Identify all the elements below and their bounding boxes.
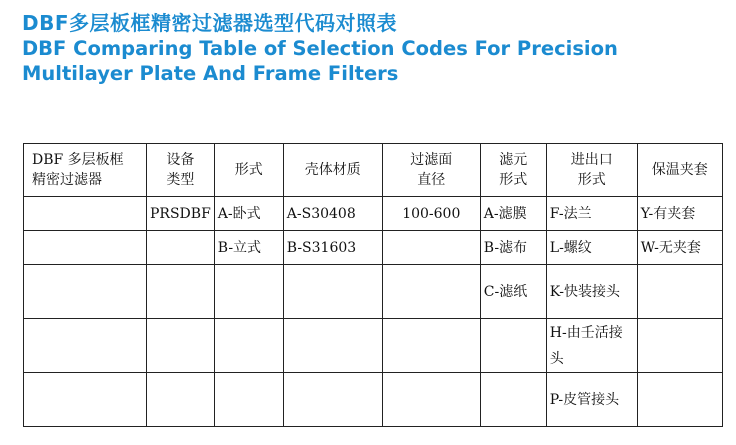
table-cell [637, 319, 722, 373]
table-cell [214, 265, 283, 319]
table-cell [24, 319, 147, 373]
table-row [24, 319, 723, 373]
table-cell [480, 373, 546, 427]
table-cell: A-S30408 [283, 197, 382, 231]
table-cell: B-滤布 [480, 231, 546, 265]
table-cell [382, 319, 480, 373]
table-cell: B-S31603 [283, 231, 382, 265]
table-cell [147, 319, 215, 373]
table-cell [147, 231, 215, 265]
table-cell [283, 319, 382, 373]
header-element-form: 滤元 形式 [480, 144, 546, 197]
table-cell [283, 265, 382, 319]
header-equipment-type: 设备 类型 [147, 144, 215, 197]
table-cell [24, 231, 147, 265]
header-shell-material: 壳体材质 [283, 144, 382, 197]
header-filter-name: DBF 多层板框 精密过滤器 [24, 144, 147, 197]
table-cell [382, 373, 480, 427]
table-cell [24, 373, 147, 427]
table-cell [147, 373, 215, 427]
table-cell [382, 231, 480, 265]
table-row [24, 373, 723, 427]
table-cell: PRSDBF [147, 197, 215, 231]
table-cell [382, 265, 480, 319]
header-jacket: 保温夹套 [637, 144, 722, 197]
table-cell [637, 373, 722, 427]
table-cell: B-立式 [214, 231, 283, 265]
table-cell: P-皮管接头 [546, 373, 637, 427]
table-cell [637, 265, 722, 319]
table-header-row [24, 144, 723, 197]
table-cell: C-滤纸 [480, 265, 546, 319]
table-cell: W-无夹套 [637, 231, 722, 265]
title-chinese: DBF多层板框精密过滤器选型代码对照表 [22, 11, 398, 35]
table-cell: F-法兰 [546, 197, 637, 231]
title-english-line-1: DBF Comparing Table of Selection Codes For Precision [22, 37, 618, 60]
title-english-line-2: Multilayer Plate And Frame Filters [22, 62, 399, 85]
table-cell: Y-有夹套 [637, 197, 722, 231]
document-title-block [22, 10, 722, 86]
selection-code-table [23, 143, 723, 427]
table-cell: H-由壬活接头 [546, 319, 637, 373]
table-cell: A-卧式 [214, 197, 283, 231]
table-cell [147, 265, 215, 319]
table-cell [283, 373, 382, 427]
table-row [24, 265, 723, 319]
header-form: 形式 [214, 144, 283, 197]
table-cell [24, 197, 147, 231]
table-cell: 100-600 [382, 197, 480, 231]
table-cell [214, 373, 283, 427]
table-cell [480, 319, 546, 373]
table-row [24, 197, 723, 231]
header-port-form: 进出口 形式 [546, 144, 637, 197]
header-filter-diameter: 过滤面 直径 [382, 144, 480, 197]
table-cell: A-滤膜 [480, 197, 546, 231]
table-cell: K-快装接头 [546, 265, 637, 319]
table-cell: L-螺纹 [546, 231, 637, 265]
table-cell [24, 265, 147, 319]
table-row [24, 231, 723, 265]
table-cell [214, 319, 283, 373]
